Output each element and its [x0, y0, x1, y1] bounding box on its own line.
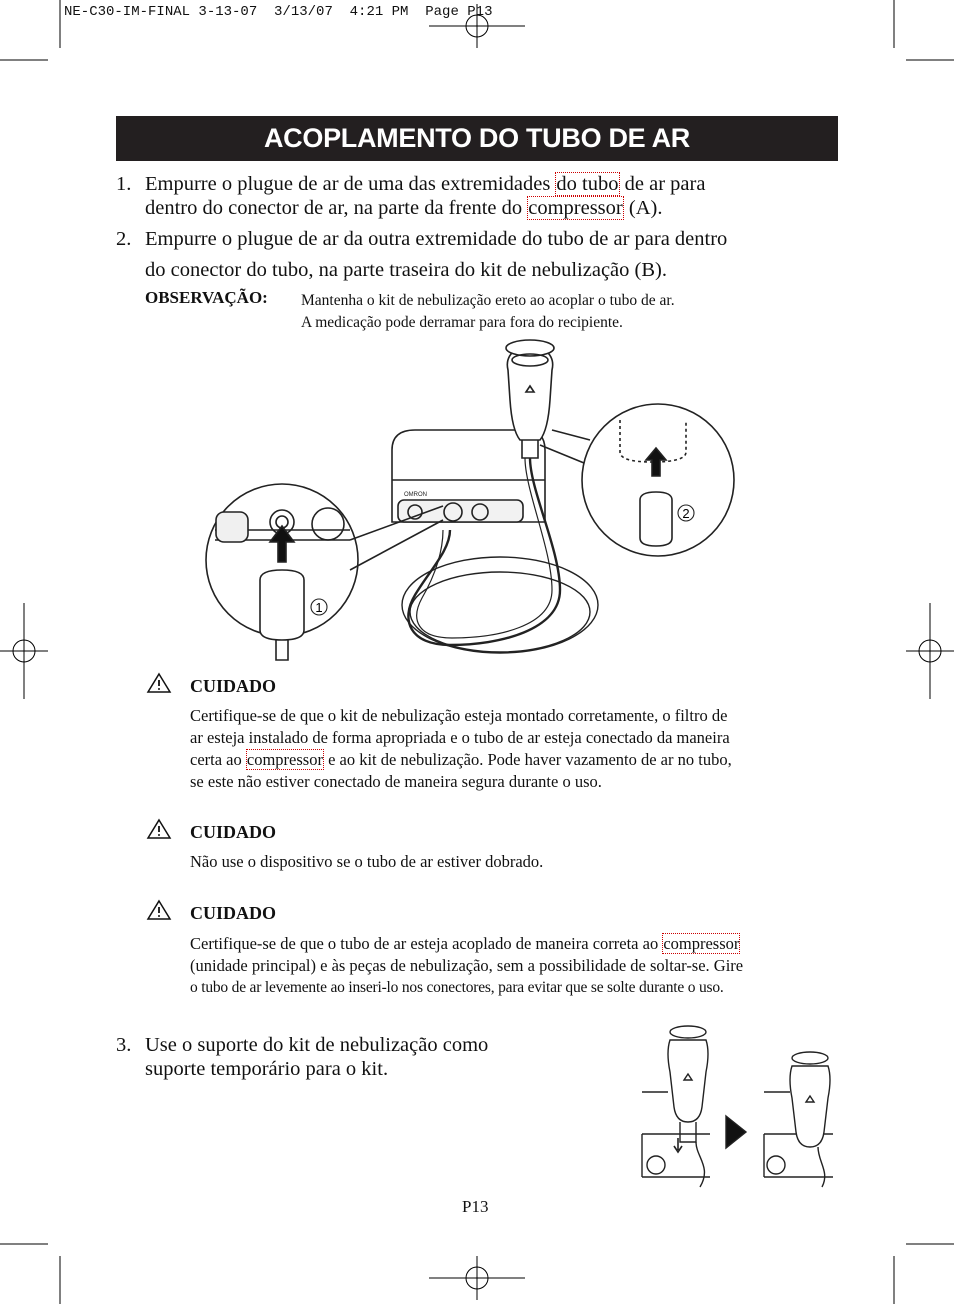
nebulizer-kit-left — [668, 1040, 708, 1122]
step-1-line-1 — [145, 172, 705, 196]
observation-line-1: Mantenha o kit de nebulização ereto ao acoplar o tubo de ar. — [301, 292, 675, 309]
tube-connection-diagram — [200, 330, 760, 670]
caution-2-body — [190, 851, 543, 873]
step-2-line-2: do conector do tubo, na parte traseira do kit de nebulização (B). — [145, 259, 667, 281]
step-1-number: 1. — [116, 173, 132, 195]
caution-3-text-a: Certifique-se de que o tubo de ar esteja acoplado de maneira correta ao — [190, 934, 663, 953]
caution-1-heading: CUIDADO — [190, 676, 277, 696]
step-1-text-f: (A). — [623, 197, 663, 219]
caution-1-text-a: certa ao — [190, 750, 246, 769]
caution-1-line-3 — [190, 749, 732, 771]
callout-1: 1 — [315, 600, 323, 615]
caution-1-line-1: Certifique-se de que o kit de nebulização esteja montado corretamente, o filtro de — [190, 706, 728, 725]
callout-2: 2 — [682, 506, 690, 521]
step-3-line-1: Use o suporte do kit de nebulização como — [145, 1034, 489, 1056]
caution-3-body — [190, 933, 743, 999]
caution-3-line-2: (unidade principal) e às peças de nebulização, sem a possibilidade de soltar-se. Gire — [190, 956, 744, 975]
caution-1-line-4: se este não estiver conectado de maneira segura durante o uso. — [190, 772, 602, 791]
page-number: P13 — [462, 1197, 489, 1216]
caution-1-line-2: ar esteja instalado de forma apropriada e o tubo de ar esteja conectado da maneira — [190, 728, 730, 747]
caution-1-body — [190, 705, 732, 793]
caution-3-heading: CUIDADO — [190, 903, 277, 923]
observation-text — [301, 290, 675, 334]
caution-3-highlight-compressor: compressor — [663, 934, 740, 953]
step-3-number: 3. — [116, 1034, 132, 1056]
step-1-text-a: Empurre o plugue de ar de uma das extremidades — [145, 173, 556, 195]
step-2-number: 2. — [116, 228, 132, 250]
step-1-highlight-compressor: compressor — [528, 197, 623, 219]
page-title: ACOPLAMENTO DO TUBO DE AR — [116, 116, 838, 161]
observation-line-2: A medicação pode derramar para fora do recipiente. — [301, 314, 623, 331]
warning-icon — [146, 672, 172, 694]
caution-1-text-c: e ao kit de nebulização. Pode haver vazamento de ar no tubo, — [323, 750, 732, 769]
warning-icon — [146, 899, 172, 921]
nebulizer-kit-right — [790, 1066, 830, 1147]
step-1-text-d: dentro do conector de ar, na parte da frente do — [145, 197, 528, 219]
caution-3-line-3: o tubo de ar levemente ao inseri-lo nos conectores, para evitar que se solte durante o uso. — [190, 979, 724, 996]
caution-3-line-1 — [190, 933, 743, 955]
warning-icon — [146, 818, 172, 840]
arrow-down-small — [674, 1138, 682, 1152]
next-arrow — [726, 1116, 746, 1148]
observation-label: OBSERVAÇÃO: — [145, 288, 268, 307]
step-1-highlight-tube: do tubo — [556, 173, 619, 195]
step-1-line-2 — [145, 196, 662, 220]
step-1-text-c: de ar para — [619, 173, 706, 195]
caution-1-highlight-compressor: compressor — [246, 750, 323, 769]
step-2-line-1: Empurre o plugue de ar da outra extremidade do tubo de ar para dentro — [145, 228, 728, 250]
caution-2-line-1: Não use o dispositivo se o tubo de ar estiver dobrado. — [190, 852, 544, 871]
step-3-line-2: suporte temporário para o kit. — [145, 1058, 389, 1080]
print-slug: NE-C30-IM-FINAL 3-13-07 3/13/07 4:21 PM Page P13 — [64, 4, 493, 20]
compressor-brand: OMRON — [404, 492, 427, 498]
nebulizer-holder-diagram — [640, 1022, 835, 1192]
caution-2-heading: CUIDADO — [190, 822, 277, 842]
